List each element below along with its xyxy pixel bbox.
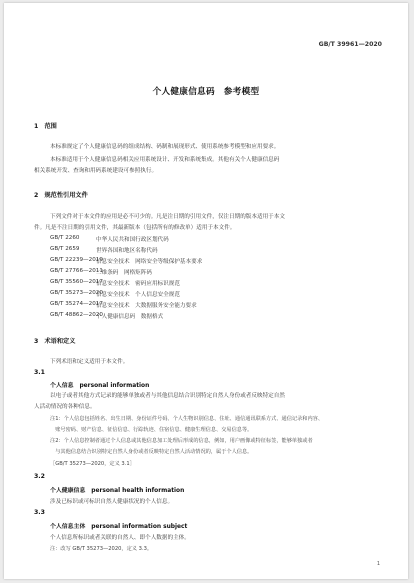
reference-item — [50, 290, 180, 298]
section-1-paragraph-2: 本标准适用于个人健康信息码相关应用系统设计、开发和系统集成。其他有关个人健康信息码 — [50, 157, 280, 163]
section-3-heading: 3 术语和定义 — [34, 338, 76, 345]
reference-title: 世界各国和地区名称代码 — [96, 248, 158, 254]
reference-item — [50, 312, 163, 320]
term-number: 3.2 — [34, 473, 45, 480]
term-definition-line: 人活动情况的各种信息。 — [34, 404, 96, 410]
reference-code: GB/T 35560—2017 — [50, 279, 103, 285]
term-number: 3.3 — [34, 509, 45, 516]
section-2-intro-line-2: 件。凡是不注日期的引用文件，其最新版本（包括所有的修改单）适用于本文件。 — [34, 225, 236, 231]
term-note-line: 与其他信息结合识别特定自然人身份或者反映特定自然人活动情况的，属于个人信息。 — [50, 449, 253, 455]
term-note-line: 注2：个人信息控制者通过个人信息或其他信息加工处理后形成的信息，例如，用户画像或特征标签，能够单独或者 — [50, 438, 313, 444]
term-definition-line: 以电子或者其他方式记录的能够单独或者与其他信息结合识别特定自然人身份或者反映特定自然 — [50, 393, 285, 399]
page-number: 1 — [376, 561, 380, 567]
reference-title: 信息安全技术 网络安全等级保护基本要求 — [96, 259, 203, 265]
reference-item — [50, 235, 169, 243]
reference-item — [50, 246, 158, 254]
reference-title: 信息安全技术 个人信息安全规范 — [96, 292, 180, 298]
term-name: 个人信息主体 personal information subject — [50, 524, 188, 530]
reference-title: 信息安全技术 大数据服务安全能力要求 — [96, 303, 197, 309]
reference-title: 个人健康信息码 数据格式 — [96, 314, 164, 320]
reference-item — [50, 301, 197, 309]
document-title: 个人健康信息码 参考模型 — [152, 87, 260, 97]
section-1-heading: 1 范围 — [34, 123, 57, 130]
reference-item — [50, 257, 202, 265]
reference-code: GB/T 35274—2017 — [50, 301, 103, 307]
term-note-line: 注1：个人信息包括姓名、出生日期、身份证件号码、个人生物识别信息、住址、通信通讯联系方式、通信记录和内容、 — [50, 416, 324, 422]
reference-code: GB/T 2260 — [50, 235, 80, 241]
document-page — [4, 3, 408, 579]
section-2-heading: 2 规范性引用文件 — [34, 192, 88, 199]
term-name: 个人健康信息 personal health information — [50, 488, 185, 494]
term-note-line: 账号密码、财产信息、征信信息、行踪轨迹、住宿信息、健康生理信息、交易信息等。 — [50, 427, 253, 433]
section-1-paragraph-3: 相关系统开发、查询和用码系统建设可参照执行。 — [34, 168, 158, 174]
term-definition-line: 个人信息所标识或者关联的自然人、即个人数据的主体。 — [50, 535, 190, 541]
reference-code: GB/T 27766—2011 — [50, 268, 103, 274]
standard-code: GB/T 39961—2020 — [318, 41, 382, 48]
reference-title: 信息安全技术 密码应用标识规范 — [96, 281, 180, 287]
term-source: ［GB/T 35273—2020，定义 3.1］ — [50, 461, 135, 467]
term-number: 3.1 — [34, 369, 45, 376]
term-source: 注：改写 GB/T 35273—2020，定义 3.3。 — [50, 546, 153, 552]
reference-title: 中华人民共和国行政区划代码 — [96, 237, 169, 243]
section-3-intro: 下列术语和定义适用于本文件。 — [50, 359, 129, 365]
section-1-paragraph-1: 本标准规定了个人健康信息码的组成结构、码制和展现形式、使用系统参考模型和应用要求。 — [50, 144, 280, 150]
reference-code: GB/T 48862—2020 — [50, 312, 103, 318]
reference-title: 二维条码 网格矩阵码 — [96, 270, 152, 276]
reference-item — [50, 279, 180, 287]
reference-code: GB/T 2659 — [50, 246, 80, 252]
reference-code: GB/T 35273—2020 — [50, 290, 103, 296]
term-name: 个人信息 personal information — [50, 383, 150, 389]
term-definition-line: 涉及已标识或可标识自然人健康状况的个人信息。 — [50, 499, 174, 505]
section-2-intro-line-1: 下列文件对于本文件的应用是必不可少的。凡是注日期的引用文件，仅注日期的版本适用于本文 — [50, 214, 285, 220]
reference-code: GB/T 22239—2019 — [50, 257, 103, 263]
reference-item — [50, 268, 152, 276]
